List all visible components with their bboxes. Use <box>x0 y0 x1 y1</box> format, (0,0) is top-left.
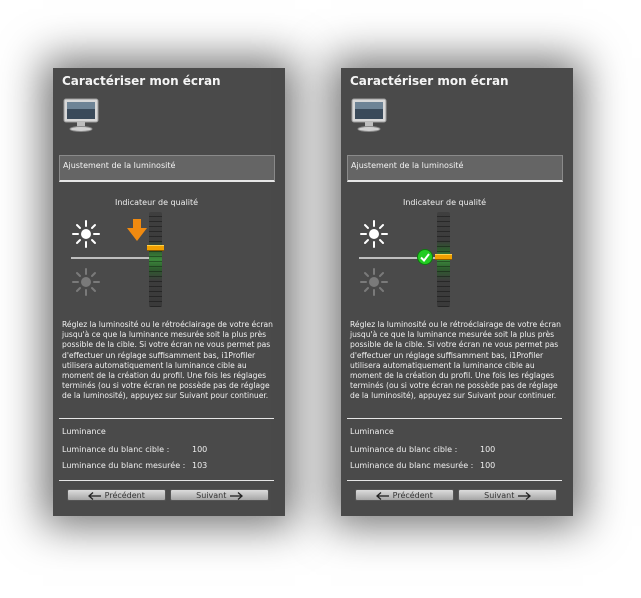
divider <box>347 480 562 481</box>
target-luminance-row <box>350 445 496 454</box>
sun-bright-icon <box>359 219 389 249</box>
target-luminance-label: Luminance du blanc cible : <box>350 445 458 454</box>
instructions-text: Réglez la luminosité ou le rétroéclairage de votre écran jusqu'à ce que la luminance mesurée soit la plus près possible de la cible. Si votre écran ne vous permet pas d'effectuer un réglage suffisamment bas, i1Profiler utilisera automatiquement la luminance cible au moment de la création du profil. Une fois les réglages terminés (ou si votre écran ne possède pas de réglage de la luminosité), appuyez sur Suivant pour continuer. <box>62 320 273 401</box>
next-button[interactable] <box>170 489 269 501</box>
previous-button[interactable] <box>67 489 166 501</box>
next-button-label: Suivant <box>484 491 515 500</box>
arrow-left-icon <box>88 492 102 500</box>
monitor-icon <box>62 96 100 134</box>
instructions-text: Réglez la luminosité ou le rétroéclairage de votre écran jusqu'à ce que la luminance mesurée soit la plus près possible de la cible. Si votre écran ne vous permet pas d'effectuer un réglage suffisamment bas, i1Profiler utilisera automatiquement la luminance cible au moment de la création du profil. Une fois les réglages terminés (ou si votre écran ne possède pas de réglage de la luminosité), appuyez sur Suivant pour continuer. <box>350 320 561 401</box>
quality-meter-marker <box>147 245 164 251</box>
measured-luminance-label: Luminance du blanc mesurée : <box>350 461 474 470</box>
previous-button[interactable] <box>355 489 454 501</box>
luminance-heading: Luminance <box>350 427 394 436</box>
previous-button-label: Précédent <box>392 491 433 500</box>
check-icon <box>417 249 433 265</box>
divider <box>59 418 274 419</box>
section-header <box>59 155 275 182</box>
sun-dim-icon <box>359 267 389 297</box>
luminance-heading: Luminance <box>62 427 106 436</box>
arrow-down-icon <box>126 218 148 242</box>
sun-dim-icon <box>71 267 101 297</box>
measured-luminance-row <box>62 461 208 470</box>
next-button-label: Suivant <box>196 491 227 500</box>
previous-button-label: Précédent <box>104 491 145 500</box>
measured-luminance-row <box>350 461 496 470</box>
monitor-icon <box>350 96 388 134</box>
quality-meter-marker <box>435 254 452 260</box>
section-title: Ajustement de la luminosité <box>63 161 176 170</box>
divider <box>59 480 274 481</box>
panel-title: Caractériser mon écran <box>350 74 509 88</box>
sun-bright-icon <box>71 219 101 249</box>
measured-luminance-value: 103 <box>192 461 208 470</box>
target-luminance-row <box>62 445 208 454</box>
target-luminance-value: 100 <box>192 445 208 454</box>
arrow-right-icon <box>229 492 243 500</box>
arrow-left-icon <box>376 492 390 500</box>
quality-meter <box>149 212 162 307</box>
next-button[interactable] <box>458 489 557 501</box>
measured-luminance-value: 100 <box>480 461 496 470</box>
section-title: Ajustement de la luminosité <box>351 161 464 170</box>
section-header <box>347 155 563 182</box>
divider <box>347 418 562 419</box>
panel-brightness-adjusting <box>53 68 285 516</box>
target-luminance-label: Luminance du blanc cible : <box>62 445 170 454</box>
arrow-right-icon <box>517 492 531 500</box>
panel-brightness-ok <box>341 68 573 516</box>
quality-indicator-label: Indicateur de qualité <box>403 198 487 207</box>
quality-indicator-label: Indicateur de qualité <box>115 198 199 207</box>
measured-luminance-label: Luminance du blanc mesurée : <box>62 461 186 470</box>
target-line <box>71 257 151 259</box>
target-luminance-value: 100 <box>480 445 496 454</box>
panel-title: Caractériser mon écran <box>62 74 221 88</box>
